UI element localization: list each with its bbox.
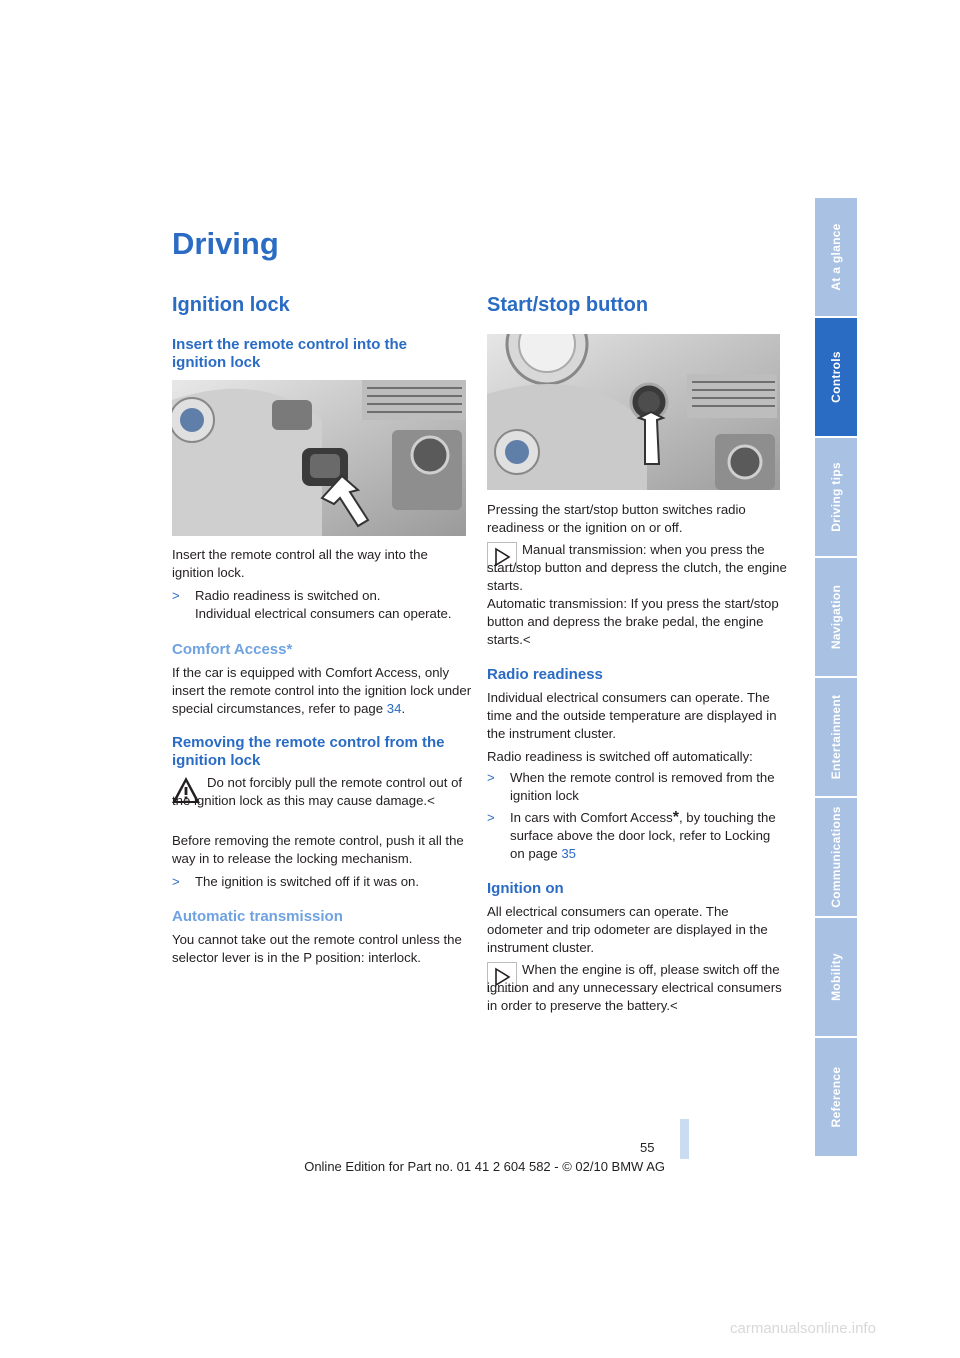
sidebar-tab-label: At a glance <box>829 223 843 291</box>
page-link-35[interactable]: 35 <box>561 846 577 861</box>
page-link-34[interactable]: 34 <box>386 701 402 716</box>
bullet-text: When the remote control is removed from the ignition lock <box>510 770 775 803</box>
sidebar-tab-driving-tips[interactable] <box>815 438 857 558</box>
page-title: Driving <box>172 226 279 261</box>
start-stop-body: Pressing the start/stop button switches radio readiness or the ignition on or off. <box>487 502 746 535</box>
sidebar-tab-label: Controls <box>829 351 843 403</box>
ignition-lock-photo <box>172 380 466 536</box>
sidebar-tab-label: Reference <box>829 1066 843 1128</box>
bullet-text: The ignition is switched off if it was on. <box>195 874 420 889</box>
comfort-access-heading: Comfort Access* <box>172 641 293 658</box>
start-stop-illustration <box>487 334 780 490</box>
sidebar-tab-controls[interactable] <box>815 318 857 438</box>
sidebar-tab-at-a-glance[interactable] <box>815 198 857 318</box>
page-number: 55 <box>640 1140 655 1155</box>
sidebar-tab-navigation[interactable] <box>815 558 857 678</box>
start-stop-photo <box>487 334 780 490</box>
removing-body: Before removing the remote control, push it all the way in to release the locking mechanism. <box>172 833 464 866</box>
warning-text: Do not forcibly pull the remote control out of the ignition lock as this may cause damage.< <box>172 775 463 808</box>
bullet-marker: > <box>487 770 495 785</box>
bullet-text-2: Individual electrical consumers can operate. <box>195 606 452 621</box>
footer-accent-bar <box>680 1119 689 1159</box>
sidebar-tab-entertainment[interactable] <box>815 678 857 798</box>
ignition-on-body: All electrical consumers can operate. The odometer and trip odometer are displayed in the instrument cluster. <box>487 904 768 955</box>
bullet-marker: > <box>172 874 180 889</box>
ignition-lock-illustration <box>172 380 466 536</box>
ignition-lock-heading: Ignition lock <box>172 294 290 316</box>
ignition-off-note: When the engine is off, please switch off the ignition and any unnecessary electrical consumers in order to preserve the battery.< <box>487 962 782 1013</box>
automatic-transmission-note: Automatic transmission: If you press the start/stop button and depress the brake pedal, the engine starts.< <box>487 596 779 647</box>
sidebar-tab-mobility[interactable] <box>815 918 857 1038</box>
automatic-transmission-body: You cannot take out the remote control unless the selector lever is in the P position: interlock. <box>172 932 462 965</box>
radio-readiness-heading: Radio readiness <box>487 666 603 683</box>
bullet-text: Radio readiness is switched on. <box>195 588 381 603</box>
removing-remote-heading: Removing the remote control from the ignition lock <box>172 734 445 769</box>
automatic-transmission-heading: Automatic transmission <box>172 908 343 925</box>
insert-body: Insert the remote control all the way into the ignition lock. <box>172 547 428 580</box>
footer-edition: Online Edition for Part no. 01 41 2 604 582 - © 02/10 BMW AG <box>304 1159 665 1174</box>
start-stop-heading: Start/stop button <box>487 294 649 316</box>
sidebar-tab-label: Mobility <box>829 953 843 1001</box>
bullet-marker: > <box>487 810 495 825</box>
radio-off-intro: Radio readiness is switched off automatically: <box>487 749 753 764</box>
bullet-marker: > <box>172 588 180 603</box>
radio-readiness-body: Individual electrical consumers can operate. The time and the outside temperature are displayed in the instrument cluster. <box>487 690 777 741</box>
comfort-access-body: If the car is equipped with Comfort Access, only insert the remote control into the ignition lock under special circumstances, refer to page 34. <box>172 665 472 716</box>
sidebar-tab-label: Communications <box>829 806 843 908</box>
sidebar-tab-label: Driving tips <box>829 462 843 532</box>
sidebar-tab-communications[interactable] <box>815 798 857 918</box>
sidebar-tab-label: Navigation <box>829 584 843 650</box>
option-asterisk: * <box>672 809 679 826</box>
manual-transmission-note: Manual transmission: when you press the start/stop button and depress the clutch, the engine starts. <box>487 542 787 593</box>
ignition-on-heading: Ignition on <box>487 880 564 897</box>
sidebar-tab-reference[interactable] <box>815 1038 857 1158</box>
insert-remote-heading: Insert the remote control into the ignition lock <box>172 336 408 371</box>
sidebar-tab-label: Entertainment <box>829 694 843 780</box>
watermark: carmanualsonline.info <box>730 1320 876 1337</box>
